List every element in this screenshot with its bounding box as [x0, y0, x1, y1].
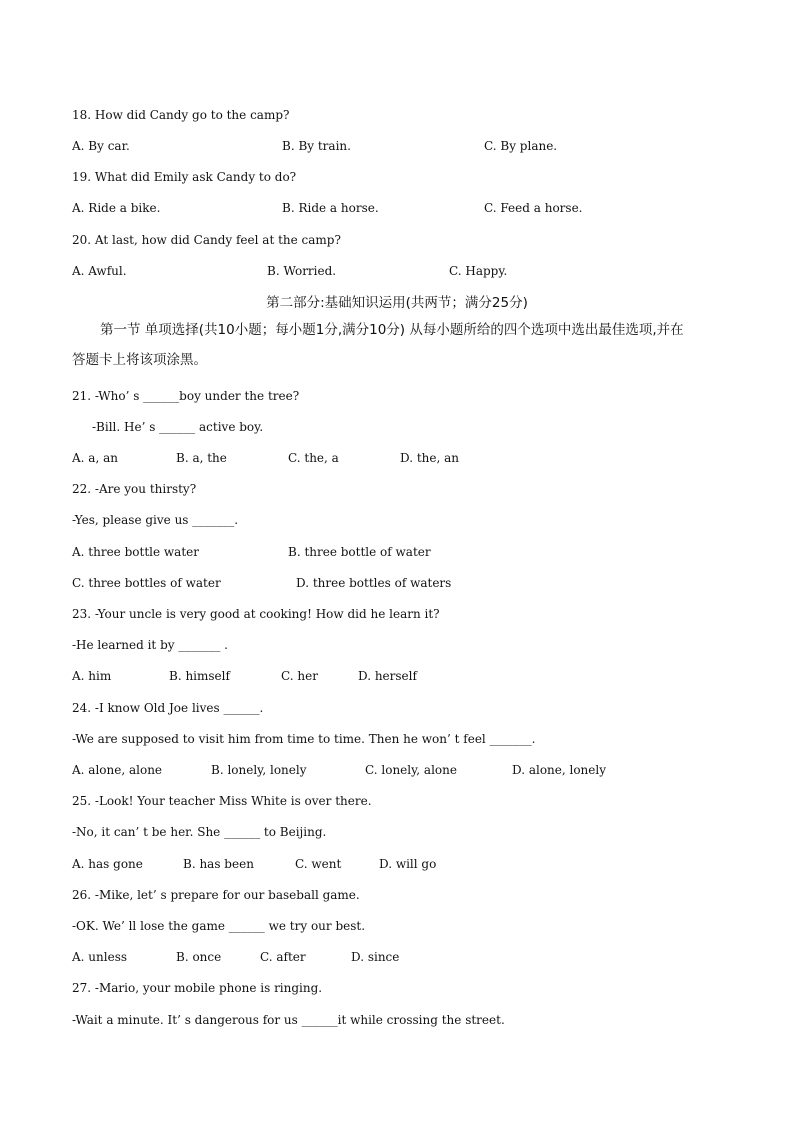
question-27-line2: -Wait a minute. It’ s dangerous for us ______it while crossing the street. — [72, 1013, 505, 1027]
q24-option-b: B. lonely, lonely — [211, 763, 307, 777]
q25-option-d: D. will go — [379, 857, 437, 871]
question-23-line1: 23. -Your uncle is very good at cooking! How did he learn it? — [72, 607, 440, 621]
q18-option-c: C. By plane. — [484, 139, 558, 153]
question-24-line2: -We are supposed to visit him from time to time. Then he won’ t feel _______. — [72, 732, 536, 746]
question-22-line2: -Yes, please give us _______. — [72, 513, 239, 527]
question-19-stem: 19. What did Emily ask Candy to do? — [72, 170, 297, 184]
q23-option-c: C. her — [281, 669, 318, 683]
question-21-line2: -Bill. He’ s ______ active boy. — [92, 420, 264, 434]
q21-option-b: B. a, the — [176, 451, 227, 465]
section-one-instruction-line2: 答题卡上将该项涂黑。 — [72, 352, 207, 368]
question-25-line1: 25. -Look! Your teacher Miss White is over there. — [72, 794, 372, 808]
q22-option-a: A. three bottle water — [72, 545, 199, 559]
q23-option-b: B. himself — [169, 669, 230, 683]
q20-option-b: B. Worried. — [267, 264, 337, 278]
part-two-heading: 第二部分:基础知识运用(共两节；满分25分) — [266, 295, 528, 311]
q24-option-c: C. lonely, alone — [365, 763, 457, 777]
question-21-line1: 21. -Who’ s ______boy under the tree? — [72, 389, 300, 403]
question-27-line1: 27. -Mario, your mobile phone is ringing. — [72, 981, 323, 995]
q26-option-b: B. once — [176, 950, 222, 964]
q22-option-b: B. three bottle of water — [288, 545, 431, 559]
q22-option-c: C. three bottles of water — [72, 576, 221, 590]
q20-option-c: C. Happy. — [449, 264, 508, 278]
q25-option-c: C. went — [295, 857, 342, 871]
q24-option-a: A. alone, alone — [72, 763, 163, 777]
q26-option-c: C. after — [260, 950, 306, 964]
q18-option-b: B. By train. — [282, 139, 351, 153]
q19-option-c: C. Feed a horse. — [484, 201, 583, 215]
q26-option-a: A. unless — [72, 950, 128, 964]
question-26-line1: 26. -Mike, let’ s prepare for our baseball game. — [72, 888, 360, 902]
q21-option-d: D. the, an — [400, 451, 459, 465]
q24-option-d: D. alone, lonely — [512, 763, 607, 777]
q23-option-a: A. him — [72, 669, 112, 683]
question-18-stem: 18. How did Candy go to the camp? — [72, 108, 290, 122]
q19-option-a: A. Ride a bike. — [72, 201, 161, 215]
question-25-line2: -No, it can’ t be her. She ______ to Beijing. — [72, 825, 327, 839]
q26-option-d: D. since — [351, 950, 400, 964]
q19-option-b: B. Ride a horse. — [282, 201, 379, 215]
q21-option-c: C. the, a — [288, 451, 339, 465]
q20-option-a: A. Awful. — [72, 264, 127, 278]
q21-option-a: A. a, an — [72, 451, 118, 465]
q23-option-d: D. herself — [358, 669, 417, 683]
section-one-instruction-line1: 第一节 单项选择(共10小题；每小题1分,满分10分) 从每小题所给的四个选项中选出最佳选项,并在 — [100, 322, 684, 338]
q18-option-a: A. By car. — [72, 139, 130, 153]
q22-option-d: D. three bottles of waters — [296, 576, 452, 590]
question-23-line2: -He learned it by _______ . — [72, 638, 228, 652]
question-20-stem: 20. At last, how did Candy feel at the camp? — [72, 233, 341, 247]
question-24-line1: 24. -I know Old Joe lives ______. — [72, 701, 264, 715]
q25-option-b: B. has been — [183, 857, 254, 871]
question-22-line1: 22. -Are you thirsty? — [72, 482, 197, 496]
q25-option-a: A. has gone — [72, 857, 143, 871]
question-26-line2: -OK. We’ ll lose the game ______ we try our best. — [72, 919, 366, 933]
